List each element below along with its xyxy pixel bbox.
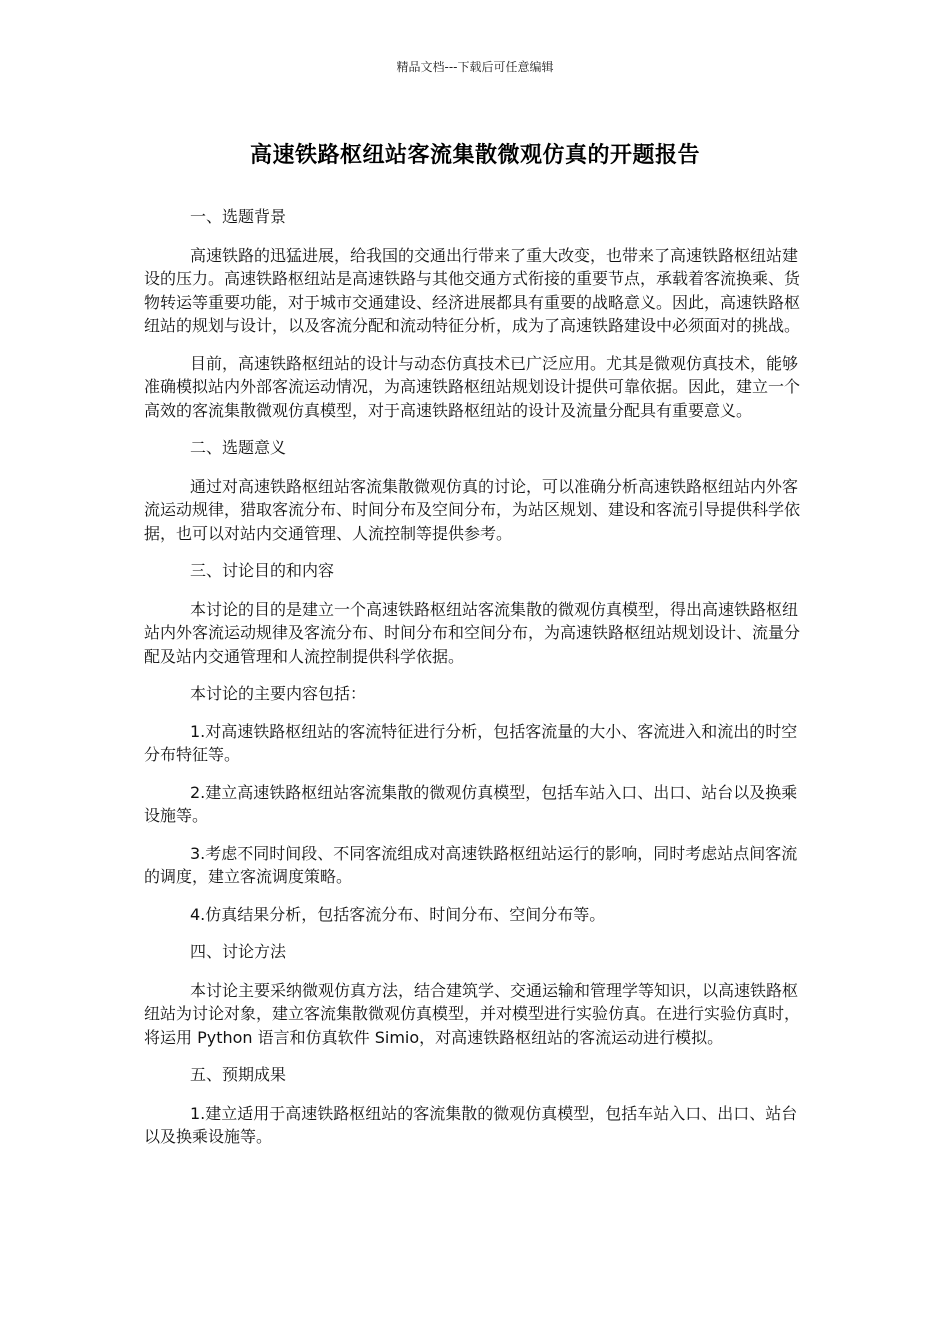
document-body — [144, 205, 812, 1163]
paragraph: 本讨论主要采纳微观仿真方法，结合建筑学、交通运输和管理学等知识，以高速铁路枢纽站为讨论对象，建立客流集散微观仿真模型，并对模型进行实验仿真。在进行实验仿真时，将运用 Python 语言和仿真软件 Simio，对高速铁路枢纽站的客流运动进行模拟。 — [144, 980, 801, 1047]
header-note: 精品文档---下载后可任意编辑 — [396, 60, 554, 74]
paragraph: 通过对高速铁路枢纽站客流集散微观仿真的讨论，可以准确分析高速铁路枢纽站内外客流运动规律，猎取客流分布、时间分布及空间分布，为站区规划、建设和客流引导提供科学依据，也可以对站内交通管理、人流控制等提供参考。 — [144, 476, 801, 543]
paragraph: 高速铁路的迅猛进展，给我国的交通出行带来了重大改变，也带来了高速铁路枢纽站建设的压力。高速铁路枢纽站是高速铁路与其他交通方式衔接的重要节点，承载着客流换乘、货物转运等重要功能，对于城市交通建设、经济进展都具有重要的战略意义。因此，高速铁路枢纽站的规划与设计，以及客流分配和流动特征分析，成为了高速铁路建设中必须面对的挑战。 — [144, 245, 801, 335]
paragraph: 本讨论的目的是建立一个高速铁路枢纽站客流集散的微观仿真模型，得出高速铁路枢纽站内外客流运动规律及客流分布、时间分布和空间分布，为高速铁路枢纽站规划设计、流量分配及站内交通管理和人流控制提供科学依据。 — [144, 599, 801, 666]
paragraph: 目前，高速铁路枢纽站的设计与动态仿真技术已广泛应用。尤其是微观仿真技术，能够准确模拟站内外部客流运动情况，为高速铁路枢纽站规划设计提供可靠依据。因此，建立一个高效的客流集散微观仿真模型，对于高速铁路枢纽站的设计及流量分配具有重要意义。 — [144, 353, 801, 420]
paragraph: 本讨论的主要内容包括： — [190, 684, 367, 703]
list-item: 1.建立适用于高速铁路枢纽站的客流集散的微观仿真模型，包括车站入口、出口、站台以及换乘设施等。 — [144, 1103, 798, 1146]
section-heading-background: 一、选题背景 — [190, 207, 287, 226]
section-heading-method: 四、讨论方法 — [190, 942, 287, 961]
document-title: 高速铁路枢纽站客流集散微观仿真的开题报告 — [249, 143, 700, 168]
section-heading-significance: 二、选题意义 — [190, 438, 287, 457]
section-heading-results: 五、预期成果 — [190, 1065, 287, 1084]
list-item: 1.对高速铁路枢纽站的客流特征进行分析，包括客流量的大小、客流进入和流出的时空分布特征等。 — [144, 721, 798, 764]
list-item: 3.考虑不同时间段、不同客流组成对高速铁路枢纽站运行的影响，同时考虑站点间客流的调度，建立客流调度策略。 — [144, 843, 798, 886]
section-heading-goals: 三、讨论目的和内容 — [190, 561, 335, 580]
list-item: 2.建立高速铁路枢纽站客流集散的微观仿真模型，包括车站入口、出口、站台以及换乘设施等。 — [144, 782, 798, 825]
list-item: 4.仿真结果分析，包括客流分布、时间分布、空间分布等。 — [190, 904, 606, 924]
